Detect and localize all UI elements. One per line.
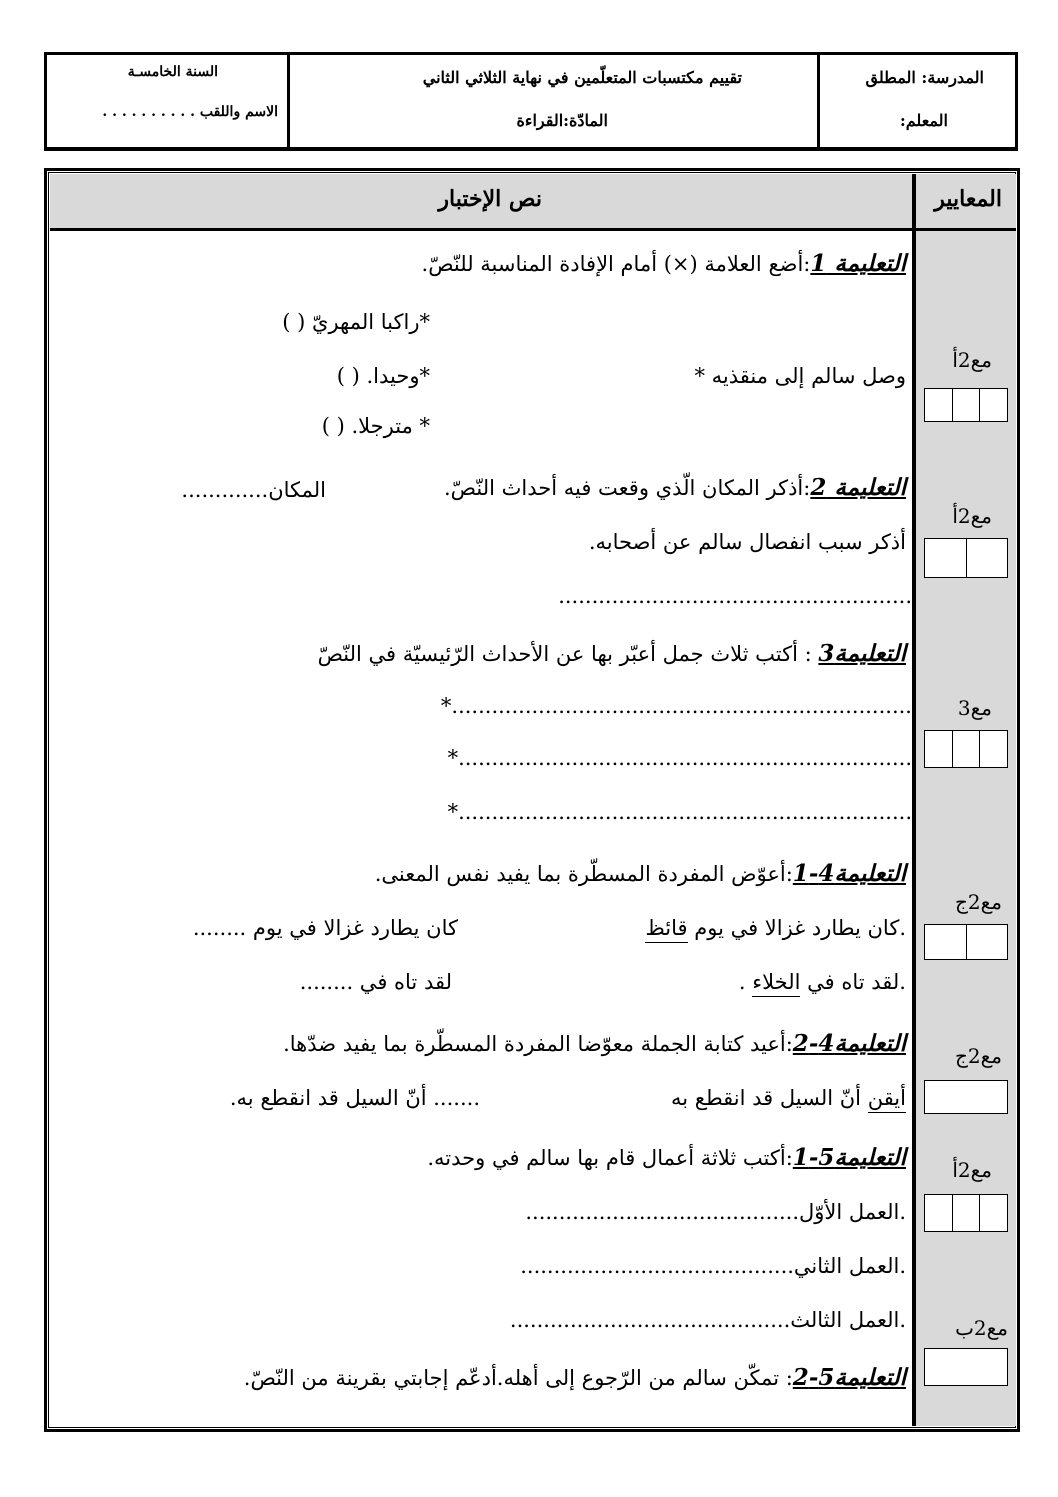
sentence-text: . [738, 970, 753, 994]
q4-1-label: التعليمة4-1 [792, 860, 906, 887]
q4-2-instruction [283, 1030, 906, 1057]
q5-1-instruction [427, 1144, 906, 1171]
sentence-text: .كان يطارد غزالا في يوم [687, 916, 906, 940]
q1-option[interactable]: *وحيدا. ( ) [336, 364, 430, 388]
header-rule [44, 148, 1018, 151]
criterion-label: مع2ب [955, 1316, 1008, 1340]
q4-1-answer[interactable]: لقد تاه في ........ [299, 970, 452, 994]
table-title: نص الإختبار [438, 186, 542, 212]
q5-1-label: التعليمة5-1 [792, 1144, 906, 1171]
q4-1-sentence [645, 916, 906, 940]
title-divider [916, 228, 1016, 231]
q2-label: التعليمة 2 [810, 474, 906, 501]
q3-prompt: : أكتب ثلاث جمل أعبّر بها عن الأحداث الرّئيسيّة في النّصّ [317, 642, 819, 666]
q1-option[interactable]: *راكبا المهريّ ( ) [282, 310, 430, 334]
q5-1-answer-line[interactable]: .العمل الثالث.......................................... [509, 1308, 906, 1332]
q4-1-instruction [375, 860, 906, 887]
q4-1-sentence [739, 970, 906, 994]
score-boxes[interactable] [924, 1194, 1008, 1232]
q3-answer-line[interactable]: *.................................................................... [447, 800, 912, 824]
school-label: المدرسة: المطلق [865, 68, 984, 87]
score-boxes[interactable] [924, 538, 1008, 578]
grade-label: السنة الخامسـة [127, 64, 218, 80]
underlined-word: الخلاء [752, 970, 800, 997]
q1-option[interactable]: * مترجلا. ( ) [321, 414, 430, 438]
exam-title: تقييم مكتسبات المتعلّمين في نهاية الثلاثي الثاني [422, 68, 742, 87]
q2-instruction [444, 474, 906, 501]
criterion-label: مع2أ [952, 348, 992, 372]
q5-1-prompt: :أكتب ثلاثة أعمال قام بها سالم في وحدته. [427, 1146, 793, 1170]
q1-label: التعليمة 1 [810, 250, 906, 277]
criterion-label: مع2أ [952, 1158, 992, 1182]
score-boxes[interactable] [924, 1080, 1008, 1114]
score-boxes[interactable] [924, 388, 1008, 422]
q5-2-label: التعليمة5-2 [792, 1364, 906, 1391]
q3-instruction [318, 640, 906, 667]
column-divider [912, 174, 916, 1426]
q4-1-answer[interactable]: كان يطارد غزالا في يوم ........ [192, 916, 458, 940]
q1-prompt: :أضع العلامة (×) أمام الإفادة المناسبة للنّصّ. [421, 252, 811, 276]
q4-1-prompt: :أعوّض المفردة المسطّرة بما يفيد نفس المعنى. [374, 862, 793, 886]
q2-prompt-2: أذكر سبب انفصال سالم عن أصحابه. [588, 530, 906, 554]
name-field: الاسم واللقب . . . . . . . . . . [102, 104, 278, 120]
q4-2-sentence [671, 1086, 906, 1110]
criterion-label: مع2ج [954, 1044, 1002, 1068]
q3-answer-line[interactable]: *.................................................................... [447, 746, 912, 770]
underlined-word: قائظ [645, 916, 687, 943]
q4-2-answer[interactable]: ....... أنّ السيل قد انقطع به. [229, 1086, 480, 1110]
q2-place-answer[interactable]: المكان............. [181, 478, 326, 502]
title-divider [50, 228, 912, 231]
teacher-label: المعلم: [899, 111, 948, 130]
q5-2-prompt: : تمكّن سالم من الرّجوع إلى أهله.أدعّم إجابتي بقرينة من النّصّ. [243, 1366, 793, 1390]
header-divider [817, 55, 820, 147]
subject-label: المادّة:القراءة [516, 111, 608, 130]
q3-answer-line[interactable]: *..................................................................... [440, 694, 912, 718]
criterion-label: مع2ج [954, 890, 1002, 914]
criterion-label: مع3 [957, 696, 992, 720]
score-boxes[interactable] [924, 1348, 1008, 1386]
q4-2-prompt: :أعيد كتابة الجملة معوّضا المفردة المسطّرة بما يفيد ضدّها. [283, 1032, 793, 1056]
q3-label: التعليمة3 [818, 640, 906, 667]
q5-1-answer-line[interactable]: .العمل الثاني......................................... [520, 1254, 906, 1278]
sentence-text: .لقد تاه في [800, 970, 906, 994]
q1-instruction [422, 250, 906, 277]
criterion-label: مع2أ [952, 504, 992, 528]
score-boxes[interactable] [924, 730, 1008, 768]
header-divider [287, 55, 290, 147]
q5-2-instruction [244, 1364, 906, 1391]
q1-stem: وصل سالم إلى منقذيه * [694, 364, 906, 388]
criteria-header: المعايير [934, 186, 1002, 212]
q2-answer-line[interactable]: ..................................................... [558, 584, 912, 608]
underlined-word: أيقن [868, 1086, 906, 1113]
q4-2-label: التعليمة4-2 [792, 1030, 906, 1057]
q2-prompt: :أذكر المكان الّذي وقعت فيه أحداث النّصّ. [443, 476, 811, 500]
score-boxes[interactable] [924, 924, 1008, 960]
sentence-text: أنّ السيل قد انقطع به [670, 1086, 868, 1110]
q5-1-answer-line[interactable]: .العمل الأوّل......................................... [525, 1200, 906, 1224]
